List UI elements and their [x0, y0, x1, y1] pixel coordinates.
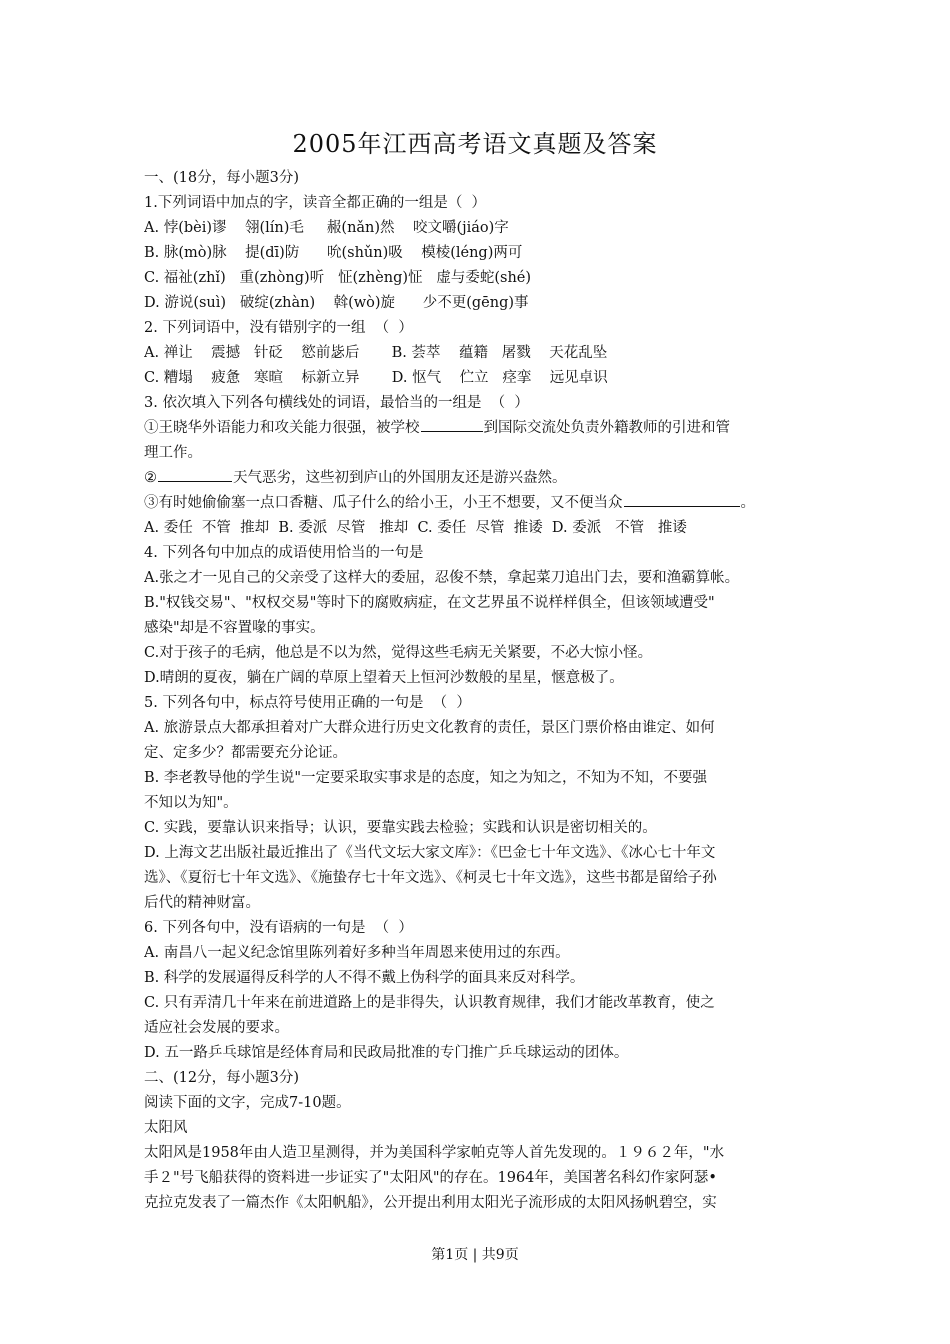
section-heading: 一、(18分，每小题3分) — [144, 170, 299, 186]
option-line: B."权钱交易"、"权权交易"等时下的腐败病症，在文艺界虽不说样样俱全，但该领域遭受" — [144, 595, 715, 611]
option-line: A. 南昌八一起义纪念馆里陈列着好多种当年周恩来使用过的东西。 — [144, 945, 570, 961]
fill-blank — [421, 416, 483, 432]
option-line: D. 上海文艺出版社最近推出了《当代文坛大家文库》：《巴金七十年文选》、《冰心七十年文 — [144, 845, 716, 861]
fill-blank — [158, 466, 232, 482]
text-line: 感染"却是不容置喙的事实。 — [144, 620, 325, 636]
option-line: C.对于孩子的毛病，他总是不以为然，觉得这些毛病无关紧要，不必大惊小怪。 — [144, 645, 653, 661]
page-number: 第1页 | 共9页 — [431, 1247, 519, 1263]
option-line: C. 只有弄清几十年来在前进道路上的是非得失，认识教育规律，我们才能改革教育，使之 — [144, 995, 715, 1011]
option-line: D. 五一路乒乓球馆是经体育局和民政局批准的专门推广乒乓球运动的团体。 — [144, 1045, 629, 1061]
option-line: C. 实践，要靠认识来指导；认识，要靠实践去检验；实践和认识是密切相关的。 — [144, 820, 657, 836]
question-2: 2. 下列词语中，没有错别字的一组 （ ） — [144, 320, 413, 336]
document-title: 2005年江西高考语文真题及答案 — [292, 130, 658, 158]
option-line: A. 旅游景点大都承担着对广大群众进行历史文化教育的责任，景区门票价格由谁定、如何 — [144, 720, 715, 736]
option-line: D.晴朗的夏夜，躺在广阔的草原上望着天上恒河沙数般的星星，惬意极了。 — [144, 670, 624, 686]
sentence-2 — [144, 466, 816, 491]
question-5: 5. 下列各句中，标点符号使用正确的一句是 （ ） — [144, 695, 471, 711]
text-span: ①王晓华外语能力和攻关能力很强，被学校 — [144, 420, 420, 436]
option-line: C. 糟塌 疲惫 寒暄 标新立异 D. 怄气 伫立 痉挛 远见卓识 — [144, 370, 608, 386]
option-line: B. 李老教导他的学生说"一定要采取实事求是的态度，知之为知之，不知为不知，不要强 — [144, 770, 708, 786]
section-heading: 二、(12分，每小题3分) — [144, 1070, 299, 1086]
text-span: ③有时她偷偷塞一点口香糖、瓜子什么的给小王，小王不想要，又不便当众 — [144, 495, 623, 511]
text-span: 。 — [740, 495, 755, 511]
sentence-3 — [144, 491, 816, 516]
option-line: B. 脉(mò)脉 提(dī)防 吮(shǔn)吸 模棱(léng)两可 — [144, 245, 523, 261]
option-line: A. 悖(bèi)谬 翎(lín)毛 赧(nǎn)然 咬文嚼(jiáo)字 — [144, 220, 509, 236]
text-line: 定、定多少？都需要充分论证。 — [144, 745, 347, 761]
text-span: 到国际交流处负责外籍教师的引进和管 — [483, 420, 730, 436]
passage-line: 手２"号飞船获得的资料进一步证实了"太阳风"的存在。1964年，美国著名科幻作家阿瑟• — [144, 1170, 717, 1186]
passage-title: 太阳风 — [144, 1120, 188, 1136]
option-line: A. 禅让 震撼 针砭 慾前毖后 B. 荟萃 蕴籍 屠戮 天花乱坠 — [144, 345, 608, 361]
option-line: B. 科学的发展逼得反科学的人不得不戴上伪科学的面具来反对科学。 — [144, 970, 585, 986]
instruction: 阅读下面的文字，完成7-10题。 — [144, 1095, 351, 1111]
question-6: 6. 下列各句中，没有语病的一句是 （ ） — [144, 920, 413, 936]
option-line: A. 委任 不管 推却 B. 委派 尽管 推却 C. 委任 尽管 推诿 D. 委派 不管 推诿 — [144, 520, 687, 536]
text-line: 选》、《夏衍七十年文选》、《施蛰存七十年文选》、《柯灵七十年文选》，这些书都是留给子孙 — [144, 870, 717, 886]
question-4: 4. 下列各句中加点的成语使用恰当的一句是 — [144, 545, 424, 561]
option-line: A.张之才一见自己的父亲受了这样大的委屈，忍俊不禁，拿起菜刀追出门去，要和渔霸算帐。 — [144, 570, 740, 586]
text-line: 不知以为知"。 — [144, 795, 238, 811]
fill-blank — [624, 491, 740, 507]
sentence-1 — [144, 416, 816, 441]
text-line: 理工作。 — [144, 445, 202, 461]
text-span: ② — [144, 470, 157, 486]
option-line: C. 福祉(zhǐ) 重(zhòng)听 怔(zhèng)怔 虚与委蛇(shé) — [144, 270, 532, 286]
question-1: 1.下列词语中加点的字，读音全都正确的一组是（ ） — [144, 195, 487, 211]
text-span: 天气恶劣，这些初到庐山的外国朋友还是游兴盎然。 — [233, 470, 567, 486]
document-body — [144, 166, 816, 1216]
text-line: 适应社会发展的要求。 — [144, 1020, 289, 1036]
passage-line: 太阳风是1958年由人造卫星测得，并为美国科学家帕克等人首先发现的。１９６２年，"水 — [144, 1145, 725, 1161]
question-3: 3. 依次填入下列各句横线处的词语，最恰当的一组是 （ ） — [144, 395, 529, 411]
option-line: D. 游说(suì) 破绽(zhàn) 斡(wò)旋 少不更(gēng)事 — [144, 295, 529, 311]
passage-line: 克拉克发表了一篇杰作《太阳帆船》，公开提出利用太阳光子流形成的太阳风扬帆碧空，实 — [144, 1195, 717, 1211]
text-line: 后代的精神财富。 — [144, 895, 260, 911]
